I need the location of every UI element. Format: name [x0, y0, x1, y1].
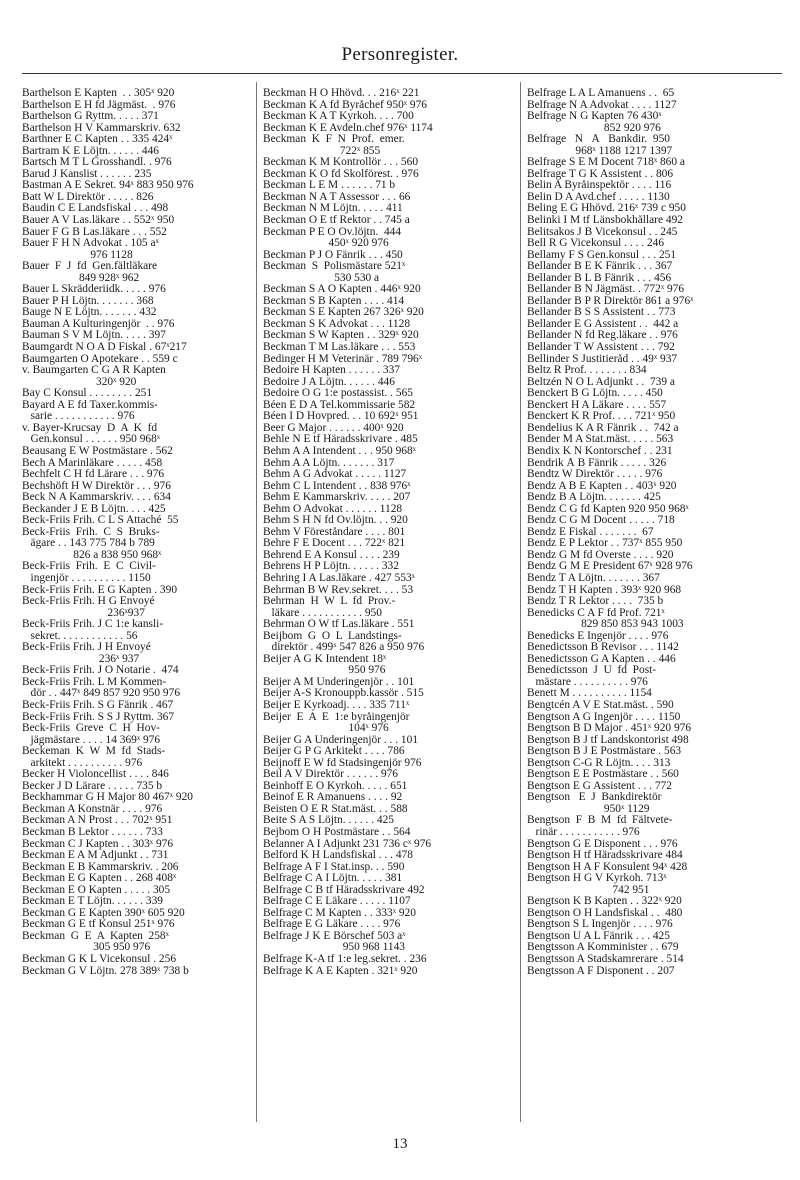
register-entry: Beisten O E R Stat.mäst. . . 588 [263, 803, 408, 815]
register-entry: Beck-Friis Frih. J H Envoyé [22, 642, 151, 654]
register-entry: Beckman L E M . . . . . . 71 b [263, 180, 396, 192]
register-entry: Beil A V Direktör . . . . . . 976 [263, 769, 399, 781]
register-entry: Beckhammar G H Major 80 467ˣ 920 [22, 792, 193, 804]
register-column-1 [22, 88, 262, 977]
register-entry: Belin D A Avd.chef . . . . . 1130 [527, 191, 670, 203]
register-entry: 976 1128 [22, 249, 133, 261]
register-entry: Behrman H W L fd Prov.- [263, 596, 396, 608]
register-entry: Beckman G E A Kapten 258ˣ [22, 930, 169, 942]
register-entry: Belfrage A F I Stat.insp. . . 590 [263, 861, 405, 873]
register-entry: Beck-Friis Frih. E C Civil- [22, 561, 156, 573]
register-entry: Bengtson B D Major . 451ˣ 920 976 [527, 723, 692, 735]
register-entry: v. Baumgarten C G A R Kapten [22, 365, 166, 377]
register-entry: Beckman G E Kapten 390ˣ 605 920 [22, 907, 185, 919]
register-entry: Bendz E P Lektor . . 737ˣ 855 950 [527, 538, 683, 550]
register-entry: läkare . . . . . . . . . . . 950 [263, 607, 382, 619]
register-entry: 849 928ˣ 962 [22, 272, 140, 284]
register-entry: Bastman A E Sekret. 94ˣ 883 950 976 [22, 180, 194, 192]
register-entry: Bellander T W Assistent . . . 792 [527, 342, 675, 354]
register-entry: Benckert H A Läkare . . . . 557 [527, 399, 667, 411]
register-entry: Beckman E G Kapten . . 268 408ˣ [22, 873, 177, 885]
register-entry: Bedoire O G 1:e postassist. . 565 [263, 388, 413, 400]
register-entry: Beckman S K Advokat . . . 1128 [263, 318, 411, 330]
register-entry: Bendz C G fd Kapten 920 950 968ˣ [527, 503, 689, 515]
register-entry: Beausang E W Postmästare . 562 [22, 445, 173, 457]
register-entry: Beckman N M Löjtn. . . . . 411 [263, 203, 403, 215]
register-entry: Bauge N E Löjtn. . . . . . . 432 [22, 307, 157, 319]
register-entry: Barthelson E Kapten . . 305ˣ 920 [22, 88, 175, 99]
register-entry: 742 951 [527, 884, 650, 896]
register-entry: Behm O Advokat . . . . . . 1128 [263, 503, 403, 515]
register-entry: Belinki I M tf Länsbokhållare 492 [527, 215, 683, 227]
register-entry: direktör . 499ˣ 547 826 a 950 976 [263, 642, 425, 654]
register-entry: Bellander B P R Direktör 861 a 976ˣ [527, 295, 694, 307]
register-entry: Belin A Byråinspektör . . . . 116 [527, 180, 672, 192]
register-entry: Beijer A M Underingenjör . . 101 [263, 676, 415, 688]
register-entry: 950ˣ 1129 [527, 803, 650, 815]
page-number: 13 [392, 1136, 408, 1152]
register-entry: ingenjör . . . . . . . . . . 1150 [22, 572, 151, 584]
register-entry: Beckman H O Hhövd. . . 216ˣ 221 [263, 88, 420, 99]
register-entry: Beck-Friis Frih. J C 1:e kansli- [22, 619, 164, 631]
register-entry: Beinhoff E O Kyrkoh. . . . . 651 [263, 780, 408, 792]
register-entry: Beckman S A O Kapten . 446ˣ 920 [263, 284, 421, 296]
register-entry: Beckman G K L Vicekonsul . 256 [22, 954, 177, 966]
register-entry: Beckman C J Kapten . . 303ˣ 976 [22, 838, 174, 850]
register-entry: Bendix K N Kontorschef . . 231 [527, 445, 673, 457]
register-entry: Belfrage L A L Amanuens . . 65 [527, 88, 675, 99]
page-title: Personregister. [341, 44, 459, 65]
register-entry: Bauman S V M Löjtn. . . . . 397 [22, 330, 166, 342]
register-entry: Beck-Friis Frih. L M Kommen- [22, 676, 167, 688]
register-entry: Bengtson O H Landsfiskal . . 480 [527, 907, 683, 919]
register-entry: Becker H Violoncellist . . . . 846 [22, 769, 169, 781]
register-entry: Bendz T A Löjtn. . . . . . . 367 [527, 572, 660, 584]
register-entry: Beckman K O fd Skolförest. . 976 [263, 168, 419, 180]
register-entry: Bauer A V Las.läkare . . 552ˣ 950 [22, 215, 175, 227]
register-entry: Becker J D Lärare . . . . . 735 b [22, 780, 163, 792]
register-entry: Belfrage K-A tf 1:e leg.sekret. . 236 [263, 954, 427, 966]
register-entry: Behre F E Docent . . . 722ˣ 821 [263, 538, 406, 550]
register-entry: Bechshöft H W Direktör . . . 976 [22, 480, 171, 492]
register-entry: Béen I D Hovpred. . . 10 692ˣ 951 [263, 411, 419, 423]
register-entry: sekret. . . . . . . . . . . . 56 [22, 630, 138, 642]
register-entry: Belfrage N A Advokat . . . . 1127 [527, 99, 677, 111]
register-entry: jägmästare . . . . 14 369ˣ 976 [22, 734, 161, 746]
register-entry: Bengtcén A V E Stat.mäst. . 590 [527, 699, 674, 711]
register-entry: Barud J Kanslist . . . . . . 235 [22, 168, 152, 180]
register-entry: Beckeman K W M fd Stads- [22, 746, 166, 758]
register-entry: Bengtson S L Ingenjör . . . . 976 [527, 919, 673, 931]
register-entry: v. Bayer-Krucsay D A K fd [22, 422, 158, 434]
register-entry: Beckman S E Kapten 267 326ˣ 920 [263, 307, 424, 319]
register-entry: Belfrage J K E Börschef 503 aˣ [263, 930, 406, 942]
register-entry: Bengtson H G V Kyrkoh. 713ˣ [527, 873, 667, 885]
register-entry: 450ˣ 920 976 [263, 238, 389, 250]
register-entry: Beckander J E B Löjtn. . . . 425 [22, 503, 166, 515]
register-entry: 236ˣ 937 [22, 653, 140, 665]
register-entry: Beckman E A M Adjunkt . . 731 [22, 850, 169, 862]
register-entry: Bellamy F S Gen.konsul . . . 251 [527, 249, 677, 261]
register-entry: Beijbom G O L Landstings- [263, 630, 402, 642]
register-entry: Bengtson B J E Postmästare . 563 [527, 746, 682, 758]
register-entry: Behm A A Löjtn. . . . . . . 317 [263, 457, 395, 469]
register-entry: Beck-Friis Frih. S S J Ryttm. 367 [22, 711, 175, 723]
register-entry: Bengtsson A F Disponent . . 207 [527, 965, 675, 977]
register-entry: Bengtson E J Bankdirektör [527, 792, 662, 804]
register-entry: Behm E Kammarskriv. . . . . 207 [263, 492, 411, 504]
register-entry: Behring I A Las.läkare . 427 553ˣ [263, 572, 415, 584]
register-entry: Bengtson E E Postmästare . . 560 [527, 769, 679, 781]
register-entry: Beck-Friis Frih. C S Bruks- [22, 526, 160, 538]
register-entry: Belfrage C A I Löjtn. . . . . 381 [263, 873, 403, 885]
register-entry: Beckman T M Las.läkare . . . 553 [263, 342, 416, 354]
register-entry: Bartsch M T L Grosshandl. . 976 [22, 157, 172, 169]
register-entry: Behm S H N fd Öv.löjtn. . . 920 [263, 515, 408, 527]
register-entry: 104ˣ 976 [263, 723, 389, 735]
register-entry: 236ˣ937 [22, 607, 145, 619]
register-entry: Gen.konsul . . . . . . 950 968ˣ [22, 434, 161, 446]
register-entry: Belfrage T G K Assistent . . 806 [527, 168, 674, 180]
register-entry: Bellander B E K Fänrik . . . 367 [527, 261, 673, 273]
register-entry: Bengtson F B M fd Fältvete- [527, 815, 673, 827]
register-entry: Benedictsson B Revisor . . . 1142 [527, 642, 679, 654]
register-entry: 950 968 1143 [263, 942, 405, 954]
register-entry: Behm C L Intendent . . 838 976ˣ [263, 480, 411, 492]
register-entry: Belfrage K A E Kapten . 321ˣ 920 [263, 965, 418, 977]
register-entry: Beckman E O Kapten . . . . . 305 [22, 884, 171, 896]
register-entry: Beckman G E tf Konsul 251ˣ 976 [22, 919, 175, 931]
register-entry: Beijer A G K Intendent 18ˣ [263, 653, 387, 665]
register-entry: Beckman P E O Öv.löjtn. 444 [263, 226, 402, 238]
register-entry: Bendz T H Kapten . 393ˣ 920 968 [527, 584, 682, 596]
register-entry: Bengtson C-G R Löjtn. . . . 313 [527, 757, 671, 769]
register-entry: 950 976 [263, 665, 386, 677]
register-entry: Beinof E R Amanuens . . . . 92 [263, 792, 403, 804]
register-entry: Baumgarten O Apotekare . . 559 c [22, 353, 178, 365]
register-entry: Baumgardt N O A D Fiskal . 67ˣ217 [22, 342, 187, 354]
register-entry: Beckman K A T Kyrkoh. . . . 700 [263, 111, 414, 123]
register-entry: Benedictsson J U fd Post- [527, 665, 657, 677]
register-entry: Beck-Friis Frih. E G Kapten . 390 [22, 584, 178, 596]
register-entry: Benett M . . . . . . . . . . 1154 [527, 688, 652, 700]
register-entry: Bengtson G E Disponent . . . 976 [527, 838, 678, 850]
register-entry: Bedoire H Kapten . . . . . . 337 [263, 365, 400, 377]
register-entry: Beckman K E Avdeln.chef 976ˣ 1174 [263, 122, 433, 134]
register-entry: Beijer G P G Arkitekt . . . . 786 [263, 746, 405, 758]
register-entry: Bellander E G Assistent . . 442 a [527, 318, 679, 330]
register-entry: Belfrage C E Läkare . . . . . 1107 [263, 896, 411, 908]
register-entry: Beltzén N O L Adjunkt . . 739 a [527, 376, 675, 388]
register-entry: Beijer G A Underingenjör . . . 101 [263, 734, 419, 746]
register-entry: Bech A Marinläkare . . . . . 458 [22, 457, 163, 469]
register-entry: ägare . . 143 775 784 b 789 [22, 538, 155, 550]
register-entry: Bell R G Vicekonsul . . . . 246 [527, 238, 665, 250]
register-entry: Beck-Friis Frih. C L S Attaché 55 [22, 515, 179, 527]
register-entry: Belanner A I Adjunkt 231 736 cˣ 976 [263, 838, 432, 850]
register-entry: Beckman K M Kontrollör . . . 560 [263, 157, 419, 169]
register-entry: Benckert B G Löjtn. . . . . 450 [527, 388, 663, 400]
register-entry: Barthelson H V Kammarskriv. 632 [22, 122, 181, 134]
register-entry: Beite S A S Löjtn. . . . . . 425 [263, 815, 395, 827]
register-entry: 722ˣ 855 [263, 145, 381, 157]
register-entry: Behrens H P Löjtn. . . . . . 332 [263, 561, 399, 573]
register-entry: Beijer A-S Kronouppb.kassör . 515 [263, 688, 424, 700]
register-entry: Bellander B S S Assistent . . 773 [527, 307, 676, 319]
register-entry: Bay C Konsul . . . . . . . . 251 [22, 388, 153, 400]
register-entry: Bendz C G M Docent . . . . . 718 [527, 515, 675, 527]
register-entry: Bendz E Fiskal . . . . . . . 67 [527, 526, 654, 538]
register-entry: Bengtson E G Assistent . . . 772 [527, 780, 672, 792]
register-entry: Beckman O E tf Rektor . . 745 a [263, 215, 410, 227]
register-entry: Bartram K E Löjtn. . . . . . 446 [22, 145, 159, 157]
register-entry: Behm A A Intendent . . . 950 968ˣ [263, 445, 416, 457]
register-entry: Belfrage N G Kapten 76 430ˣ [527, 111, 662, 123]
column-divider [520, 82, 521, 1122]
register-entry: Bayard A E fd Taxer.kommis- [22, 399, 158, 411]
register-entry: Bellander N fd Reg.läkare . . 976 [527, 330, 678, 342]
register-entry: Beck-Friis Frih. J O Notarie . 474 [22, 665, 179, 677]
register-entry: Bengtson A G Ingenjör . . . . 1150 [527, 711, 681, 723]
register-entry: Beijnoff E W fd Stadsingenjör 976 [263, 757, 422, 769]
register-entry: Beer G Major . . . . . . 400ˣ 920 [263, 422, 404, 434]
register-entry: rinär . . . . . . . . . . . 976 [527, 827, 640, 838]
register-entry: Belfrage N Å Bankdir. 950 [527, 134, 670, 146]
register-entry: Beckman K F N Prof. emer. [263, 134, 405, 146]
register-entry: arkitekt . . . . . . . . . . 976 [22, 757, 143, 769]
register-entry: Behm V Föreståndare . . . . 801 [263, 526, 406, 538]
register-entry: Bendz T R Lektor . . . . 735 b [527, 596, 664, 608]
register-entry: Beckman S Polismästare 521ˣ [263, 261, 406, 273]
header-rule [22, 73, 782, 74]
register-entry: mästare . . . . . . . . . . 976 [527, 676, 648, 688]
register-entry: Beckman P J O Fänrik . . . 450 [263, 249, 403, 261]
register-entry: Belfrage E G Läkare . . . . 976 [263, 919, 401, 931]
register-entry: Bauer L Skrädderiidk. . . . . 976 [22, 284, 166, 296]
register-entry: Bengtson B J tf Landskontorist 498 [527, 734, 689, 746]
register-entry: Behle N E tf Häradsskrivare . 485 [263, 434, 418, 446]
register-entry: Beckman B Lektor . . . . . . 733 [22, 827, 163, 838]
register-entry: Bellinder S Justitieråd . . 49ˣ 937 [527, 353, 678, 365]
register-column-2 [263, 88, 503, 977]
register-entry: Benckert K R Prof. . . . 721ˣ 950 [527, 411, 676, 423]
register-entry: Bengtsson A Komminister . . 679 [527, 942, 679, 954]
register-entry: Benedicks C A F fd Prof. 721ˣ [527, 607, 665, 619]
register-entry: Beckman E B Kammarskriv. . 206 [22, 861, 179, 873]
register-entry: Belfrage S E M Docent 718ˣ 860 a [527, 157, 685, 169]
register-entry: Bengtson K B Kapten . . 322ˣ 920 [527, 896, 682, 908]
register-entry: Bengtsson A Stadskamrerare . 514 [527, 954, 684, 966]
register-entry: Belfrage C M Kapten . . 333ˣ 920 [263, 907, 416, 919]
register-entry: Bendelius K A R Fänrik . . 742 a [527, 422, 679, 434]
register-entry: Bedinger H M Veterinär . 789 796ˣ [263, 353, 423, 365]
register-entry: Bauer F J fd Gen.fältläkare [22, 261, 158, 273]
register-entry: Benedicks E Ingenjör . . . . 976 [527, 630, 669, 642]
register-entry: Belfrage C B tf Häradsskrivare 492 [263, 884, 425, 896]
register-entry: Bengtson U A L Fänrik . . . 425 [527, 930, 670, 942]
register-column-3 [527, 88, 767, 977]
register-entry: Bechfelt C H fd Lärare . . . 976 [22, 469, 165, 481]
register-entry: Béen E D A Tel.kommissarie 582 [263, 399, 416, 411]
register-entry: 320ˣ 920 [22, 376, 137, 388]
register-entry: Bauman A Kulturingenjör . . 976 [22, 318, 175, 330]
register-entry: Bellander B L B Fänrik . . . 456 [527, 272, 672, 284]
register-entry: Bauer F H N Advokat . 105 aˣ [22, 238, 159, 250]
register-entry: Beckman S B Kapten . . . . 414 [263, 295, 405, 307]
register-entry: Barthelson G Ryttm. . . . . 371 [22, 111, 159, 123]
register-entry: Bauer F G B Las.läkare . . . 552 [22, 226, 167, 238]
register-entry: Bellander B N Jägmäst. . 772ˣ 976 [527, 284, 685, 296]
register-entry: sarie . . . . . . . . . . . 976 [22, 411, 135, 423]
register-entry: Bejbom O H Postmästare . . 564 [263, 827, 411, 838]
register-entry: Beling E G Hhövd. 216ˣ 739 c 950 [527, 203, 686, 215]
register-entry: Beijer E A E 1:e byråingenjör [263, 711, 410, 723]
register-entry: 852 920 976 [527, 122, 661, 134]
register-entry: Bengtson H tf Häradsskrivare 484 [527, 850, 683, 862]
register-entry: Bauer P H Löjtn. . . . . . . 368 [22, 295, 154, 307]
register-entry: Bender M A Stat.mäst. . . . . 563 [527, 434, 674, 446]
register-entry: Beckman G V Löjtn. 278 389ˣ 738 b [22, 965, 189, 977]
register-entry: Batt W L Direktör . . . . . 826 [22, 191, 154, 203]
register-entry: Beckman N A T Assessor . . . 66 [263, 191, 411, 203]
register-entry: 305 950 976 [22, 942, 151, 954]
register-entry: 530 530 a [263, 272, 380, 284]
register-entry: Beck-Friis Greve C H Hov- [22, 723, 160, 735]
register-entry: Beltz R Prof. . . . . . . . 834 [527, 365, 647, 377]
register-entry: Barthner E C Kapten . . 335 424ˣ [22, 134, 173, 146]
register-entry: Bengtson H A F Konsulent 94ˣ 428 [527, 861, 688, 873]
register-entry: Beck-Friis Frih. H G Envoyé [22, 596, 155, 608]
register-entry: Beijer E Kyrkoadj. . . . 335 711ˣ [263, 699, 410, 711]
register-entry: Baudin C E Landsfiskal . . . 498 [22, 203, 169, 215]
register-entry: Bendrik Å B Fänrik . . . . . 326 [527, 457, 667, 469]
register-entry: Beckman S W Kapten . . 329ˣ 920 [263, 330, 419, 342]
register-entry: Beckman K A fd Byråchef 950ˣ 976 [263, 99, 427, 111]
register-entry: Bendz B A Löjtn. . . . . . . 425 [527, 492, 661, 504]
register-entry: Beck-Friis Frih. S G Fänrik . 467 [22, 699, 174, 711]
register-entry: Bendz A B E Kapten . . 403ˣ 920 [527, 480, 677, 492]
register-entry: Behrend E A Konsul . . . . 239 [263, 549, 400, 561]
register-entry: Behrman O W tf Las.läkare . 551 [263, 619, 415, 631]
register-entry: Bendtz W Direktör . . . . . 976 [527, 469, 663, 481]
register-entry: Bedoire J A Löjtn. . . . . . 446 [263, 376, 395, 388]
register-entry: Beck N A Kammarskriv. . . . 634 [22, 492, 171, 504]
register-entry: dör . . 447ˣ 849 857 920 950 976 [22, 688, 181, 700]
register-entry: Barthelson E H fd Jägmäst. . 976 [22, 99, 176, 111]
register-entry: Behm A G Advokat . . . . . 1127 [263, 469, 407, 481]
register-entry: Belford K H Landsfiskal . . . 478 [263, 850, 413, 862]
register-entry: Belitsakos J B Vicekonsul . . 245 [527, 226, 678, 238]
register-entry: Benedictsson G A Kapten . . 446 [527, 653, 676, 665]
register-entry: 829 850 853 943 1003 [527, 619, 684, 631]
register-entry: 826 a 838 950 968ˣ [22, 549, 162, 561]
register-entry: Beckman E T Löjtn. . . . . . 339 [22, 896, 163, 908]
register-entry: Bendz G M fd Överste . . . . 920 [527, 549, 674, 561]
register-entry: Behrman B W Rev.sekret. . . . 53 [263, 584, 414, 596]
register-entry: Beckman A N Prost . . . 702ˣ 951 [22, 815, 173, 827]
register-entry: Beckman A Konstnär . . . . 976 [22, 803, 163, 815]
register-entry: Bendz G M E President 67ˣ 928 976 [527, 561, 693, 573]
register-entry: 968ˣ 1188 1217 1397 [527, 145, 673, 157]
